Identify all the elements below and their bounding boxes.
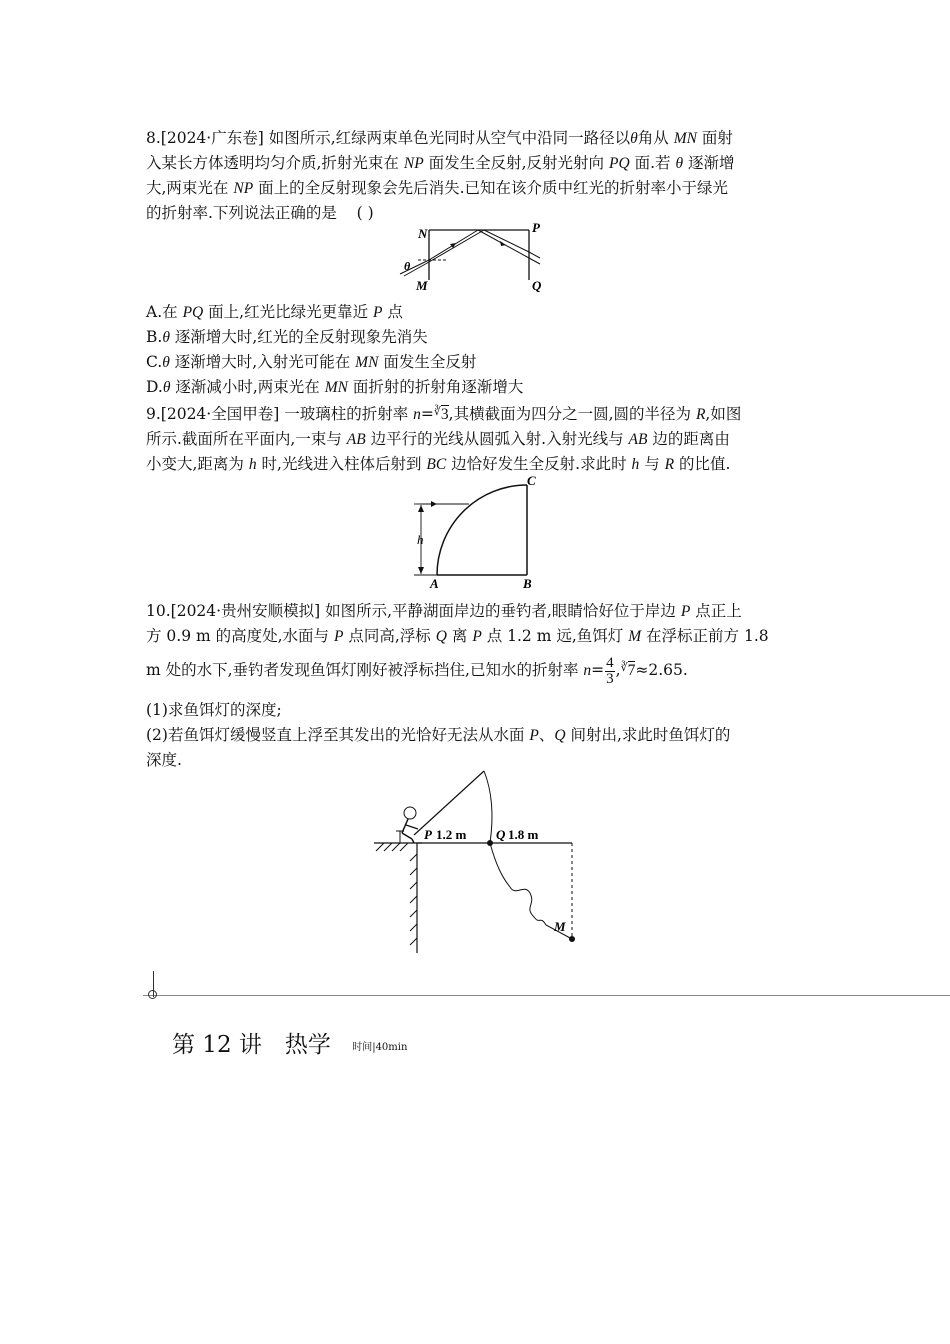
q10-figure: [370, 765, 590, 957]
q9-label-C: C: [527, 473, 536, 488]
q10-label-P-dist: 1.2 m: [436, 827, 467, 842]
lecture-title: 第 12 讲 热学 时间|40min: [172, 1032, 408, 1058]
q8-label-theta: θ: [404, 259, 411, 273]
question-8-stem: 8.[2024·广东卷] 如图所示,红绿两束单色光同时从空气中沿同一路径以θ角从 MN 面射 入某长方体透明均匀介质,折射光束在 NP 面发生全反射,反射光射向 PQ 面.若 θ 逐渐增 大,两束光在 NP 面上的全反射现象会先后消失.已知在该介质中红光的折射率小于绿光 的折射率.下列说法正确的是 ( ): [146, 129, 735, 222]
question-10-stem: 10.[2024·贵州安顺模拟] 如图所示,平静湖面岸边的垂钓者,眼睛恰好位于岸边 P 点正上 方 0.9 m 的高度处,水面与 P 点同高,浮标 Q 离 P 点 1.2 m 远,鱼饵灯 M 在浮标正前方 1.8 m 处的水下,垂钓者发现鱼饵灯刚好被浮标挡住,已知水的折射率 n= $\frac{4}{3}$ ,∛7≈2.65.: [146, 602, 769, 687]
q8-figure: [398, 218, 558, 296]
q9-label-A: A: [430, 576, 439, 591]
question-9-stem: 9.[2024·全国甲卷] 一玻璃柱的折射率 n=∛3,其横截面为四分之一圆,圆的半径为 R,如图 所示.截面所在平面内,一束与 AB 边平行的光线从圆弧入射.入射光线与 AB 边的距离由 小变大,距离为 h 时,光线进入柱体后射到 BC 边恰好发生全反射.求此时 h 与 R 的比值.: [146, 405, 742, 473]
q10-label-Q: Q: [496, 827, 506, 842]
q10-label-Q-dist: 1.8 m: [508, 827, 539, 842]
q8-label-Q: Q: [532, 278, 542, 293]
q10-label-M: M: [554, 919, 566, 934]
q9-label-B: B: [523, 576, 532, 591]
q8-label-P: P: [532, 220, 540, 235]
q10-label-P: P: [424, 827, 432, 842]
q8-label-M: M: [416, 278, 428, 293]
question-10-parts: (1)求鱼饵灯的深度; (2)若鱼饵灯缓慢竖直上浮至其发出的光恰好无法从水面 P、Q 间射出,求此时鱼饵灯的 深度.: [146, 698, 801, 773]
page-divider: [143, 995, 950, 996]
q10-sub1: (1)求鱼饵灯的深度;: [146, 701, 282, 719]
q9-figure: [405, 470, 545, 594]
q8-option-c: C.θ 逐渐增大时,入射光可能在 MN 面发生全反射: [146, 353, 477, 371]
q8-option-d: D.θ 逐渐减小时,两束光在 MN 面折射的折射角逐渐增大: [146, 378, 524, 396]
q8-option-a: A.在 PQ 面上,红光比绿光更靠近 P 点: [146, 303, 403, 321]
divider-marker-icon: [148, 990, 157, 999]
q8-option-b: B.θ 逐渐增大时,红光的全反射现象先消失: [146, 328, 428, 346]
q9-label-h: h: [417, 532, 424, 547]
q8-label-N: N: [418, 226, 428, 241]
lecture-time: 时间|40min: [352, 1042, 408, 1053]
